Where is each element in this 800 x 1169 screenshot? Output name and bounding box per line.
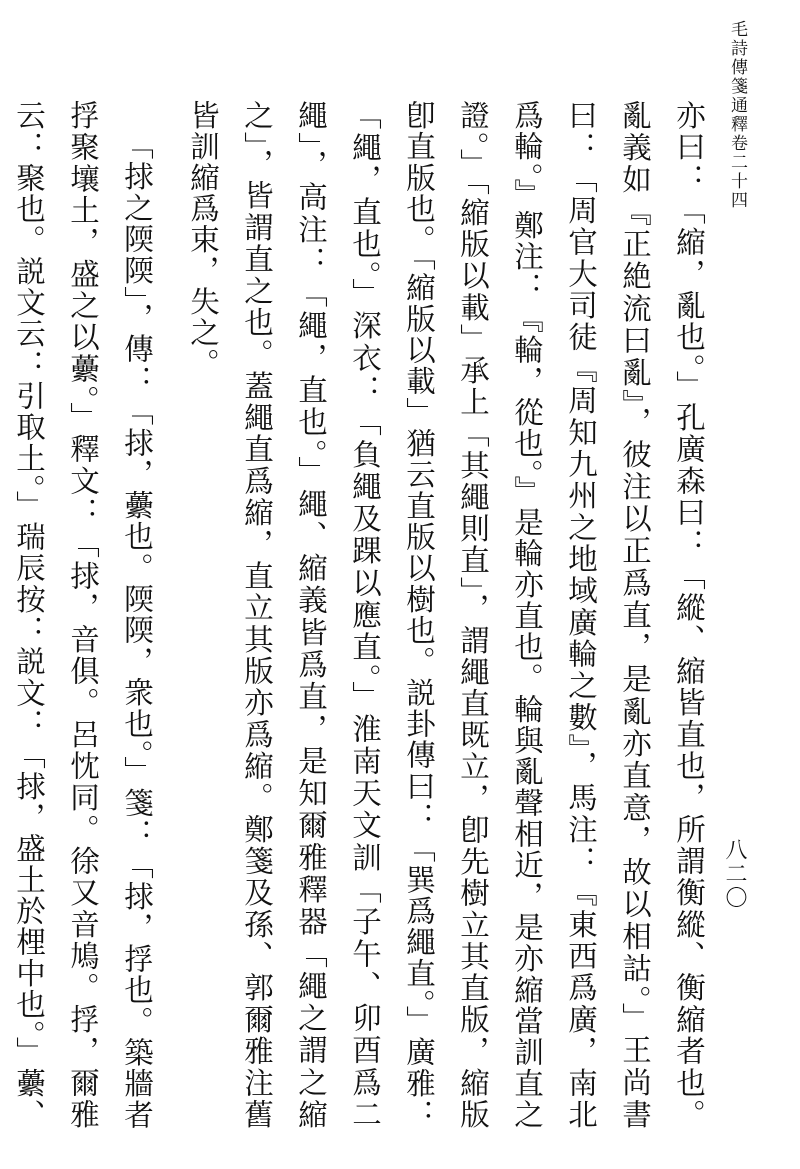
page-number: 八二〇: [722, 838, 747, 910]
paragraph-2: [0, 100, 164, 1130]
page-body: [12, 100, 716, 1130]
paragraph-1: 亦曰：「縮，亂也。」孔廣森曰：「縱、縮皆直也，所謂衡縱、衡縮者也。亂義如『正絶流曰亂』，彼注以正爲直，是亂亦直意，故以相詁。」王尚書曰：「周官大司徒『周知九州之地域廣輪之數』，馬注：『東西爲廣，南北爲輪。』鄭注：『輪，從也。』是輪亦直也。輪與亂聲相近，是亦縮當訓直之證。」「縮版以載」承上「其繩則直」，謂繩直既立，卽先樹立其直版，縮版卽直版也。「縮版以載」猶云直版以樹也。説卦傳曰：「巽爲繩直。」廣雅：「繩，直也。」深衣：「負繩及踝以應直。」淮南天文訓「子午、卯酉爲二繩」，高注：「繩，直也。」繩、縮義皆爲直，是知爾雅釋器「繩之謂之縮之」，皆謂直之也。蓋繩直爲縮，直立其版亦爲縮。鄭箋及孫、郭爾雅注舊皆訓縮爲束，失之。: [186, 100, 706, 1130]
running-header: 毛詩傳箋通釋卷二十四: [727, 20, 747, 210]
paragraph-2-text-a: 「捄之陾陾」，傳：「捄，虆也。陾陾，衆也。」箋：「捄，捊也。築牆者捊聚壤土，盛之以虆。」釋文：「捄，音俱。呂忱同。徐又音鳩。捊，爾雅云：聚也。説文云：引取土。」瑞辰按：説文：「捄，盛土於梩中也。」虆、: [12, 100, 154, 1130]
